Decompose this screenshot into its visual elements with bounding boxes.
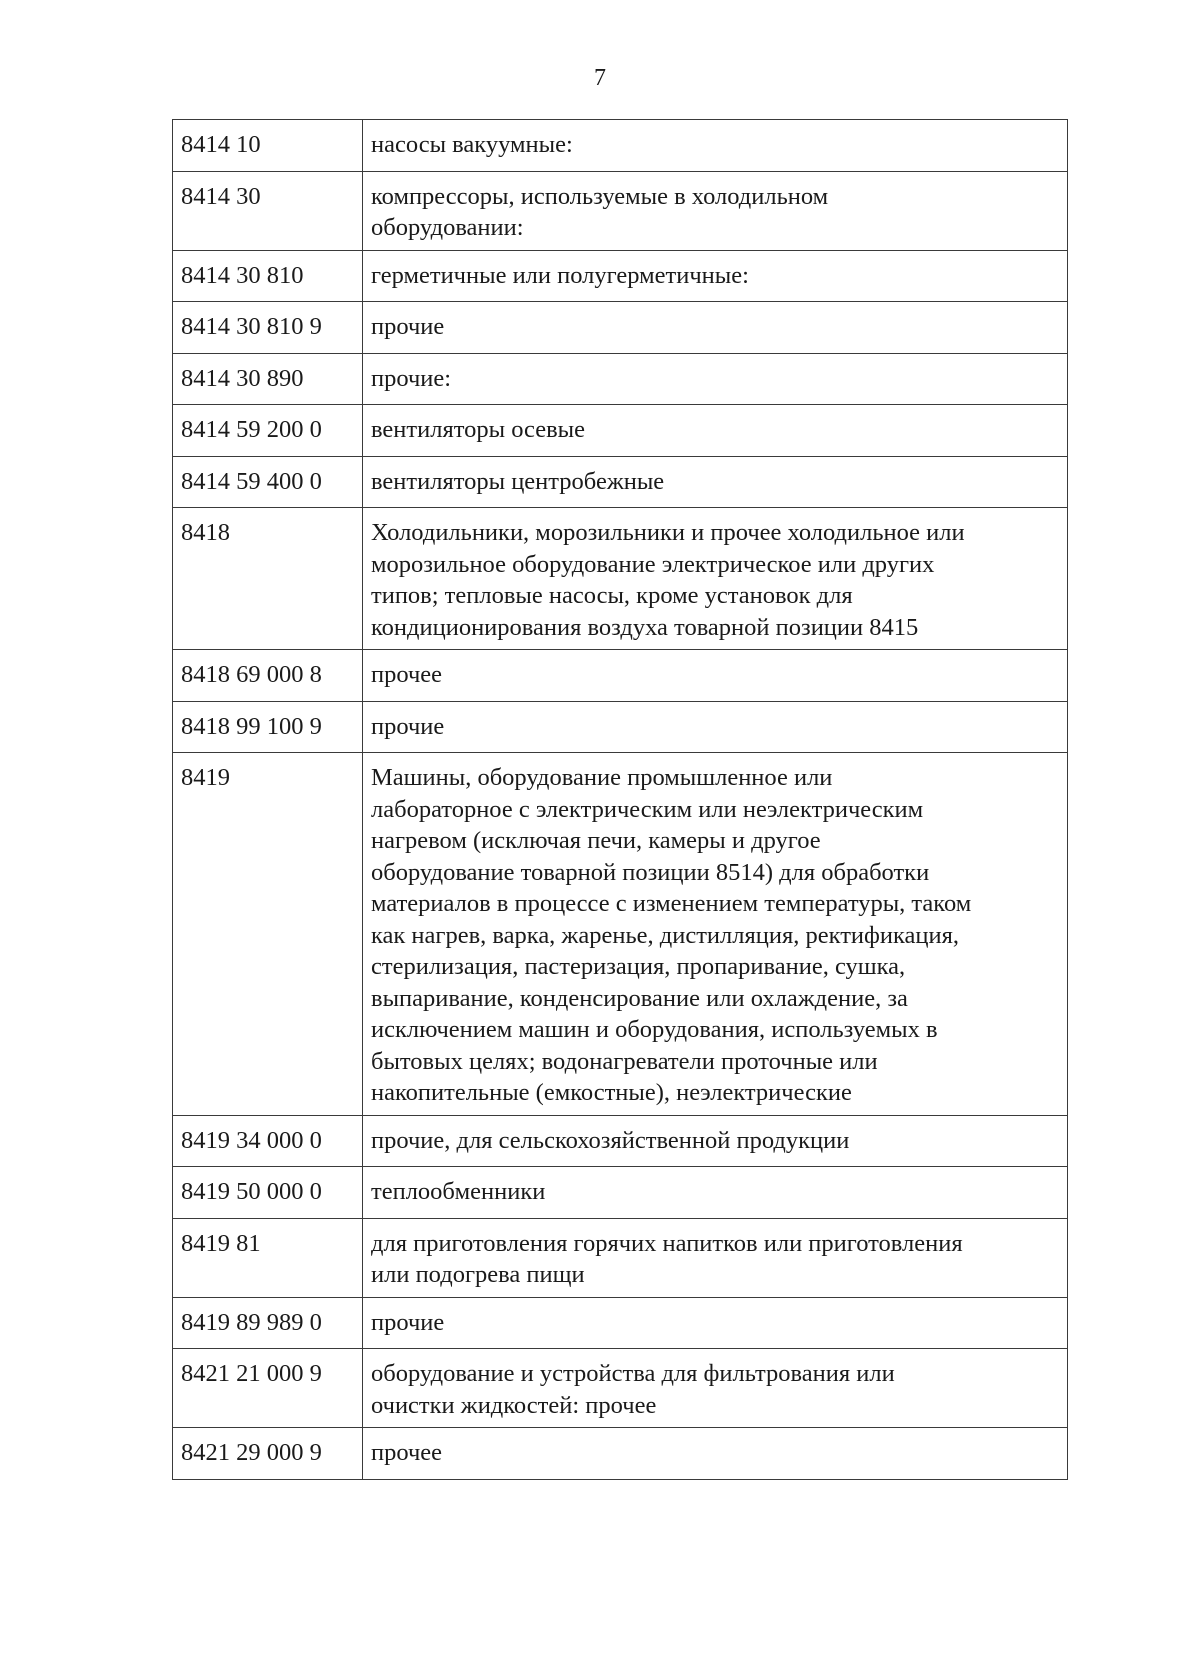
description-cell: прочее (363, 650, 1068, 702)
code-cell: 8418 69 000 8 (173, 650, 363, 702)
table-row (173, 1218, 1068, 1297)
description-cell: для приготовления горячих напитков или приготовления или подогрева пищи (363, 1218, 1068, 1297)
code-cell: 8418 (173, 508, 363, 650)
code-cell: 8419 50 000 0 (173, 1167, 363, 1219)
code-cell: 8414 30 810 (173, 250, 363, 302)
description-cell: герметичные или полугерметичные: (363, 250, 1068, 302)
code-cell: 8419 89 989 0 (173, 1297, 363, 1349)
table-row (173, 1167, 1068, 1219)
code-cell: 8414 59 200 0 (173, 405, 363, 457)
code-cell: 8414 30 810 9 (173, 302, 363, 354)
code-cell: 8421 21 000 9 (173, 1349, 363, 1428)
description-cell: вентиляторы центробежные (363, 456, 1068, 508)
table-row (173, 171, 1068, 250)
code-cell: 8419 (173, 753, 363, 1116)
description-cell: прочие (363, 302, 1068, 354)
table-row (173, 250, 1068, 302)
table-row (173, 120, 1068, 172)
table-row (173, 1428, 1068, 1480)
table-row (173, 353, 1068, 405)
description-cell: теплообменники (363, 1167, 1068, 1219)
table-row (173, 701, 1068, 753)
table-row (173, 1115, 1068, 1167)
code-cell: 8419 34 000 0 (173, 1115, 363, 1167)
code-cell: 8414 10 (173, 120, 363, 172)
table-row (173, 1349, 1068, 1428)
page-number: 7 (594, 65, 606, 91)
table-row (173, 753, 1068, 1116)
description-cell: прочие, для сельскохозяйственной продукции (363, 1115, 1068, 1167)
code-cell: 8418 99 100 9 (173, 701, 363, 753)
description-cell: насосы вакуумные: (363, 120, 1068, 172)
description-cell: вентиляторы осевые (363, 405, 1068, 457)
table-row (173, 1297, 1068, 1349)
code-cell: 8421 29 000 9 (173, 1428, 363, 1480)
description-cell: прочие (363, 701, 1068, 753)
table-row (173, 650, 1068, 702)
description-cell: прочие: (363, 353, 1068, 405)
description-cell: прочее (363, 1428, 1068, 1480)
code-cell: 8419 81 (173, 1218, 363, 1297)
code-cell: 8414 30 (173, 171, 363, 250)
code-cell: 8414 59 400 0 (173, 456, 363, 508)
description-cell: Машины, оборудование промышленное или лабораторное с электрическим или неэлектрическим нагревом (исключая печи, камеры и другое оборудование товарной позиции 8514) для обработки материалов в процессе с изменением температуры, таком как нагрев, варка, жаренье, дистилляция, ректификация, стерилизация, пастеризация, пропаривание, сушка, выпаривание, конденсирование или охлаждение, за исключением машин и оборудования, используемых в бытовых целях; водонагреватели проточные или накопительные (емкостные), неэлектрические (363, 753, 1068, 1116)
description-cell: компрессоры, используемые в холодильном оборудовании: (363, 171, 1068, 250)
code-cell: 8414 30 890 (173, 353, 363, 405)
table-row (173, 405, 1068, 457)
description-cell: прочие (363, 1297, 1068, 1349)
description-cell: оборудование и устройства для фильтрования или очистки жидкостей: прочее (363, 1349, 1068, 1428)
table-row (173, 456, 1068, 508)
table-row (173, 302, 1068, 354)
description-cell: Холодильники, морозильники и прочее холодильное или морозильное оборудование электрическое или других типов; тепловые насосы, кроме установок для кондиционирования воздуха товарной позиции 8415 (363, 508, 1068, 650)
tariff-code-table (172, 119, 1068, 1480)
table-row (173, 508, 1068, 650)
